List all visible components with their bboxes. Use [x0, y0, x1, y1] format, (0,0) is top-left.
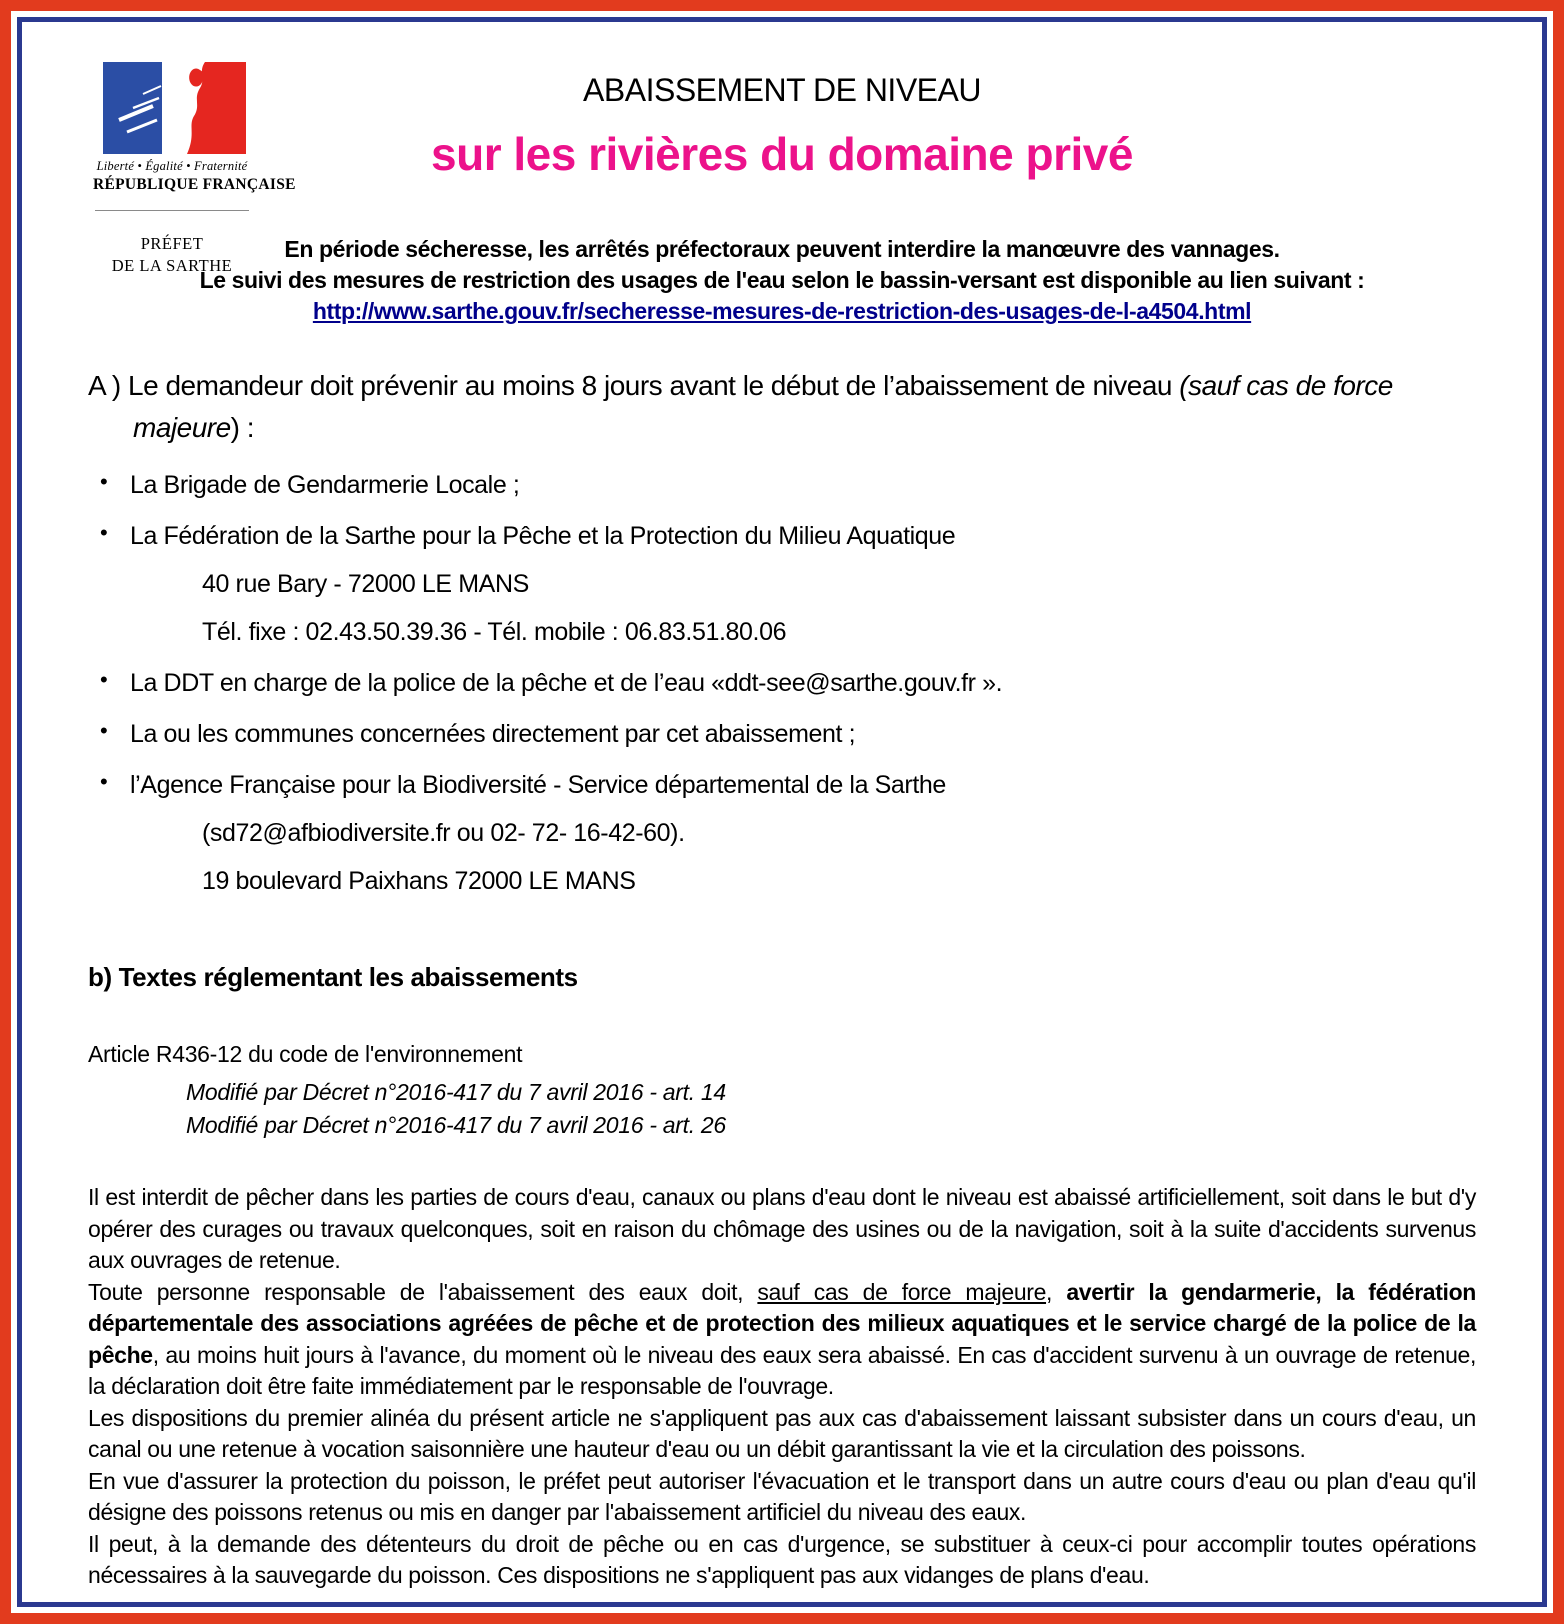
marianne-flag-icon: [93, 62, 251, 154]
list-item: [88, 667, 1476, 700]
bullet-icon: •: [100, 769, 108, 794]
logo-republique-francaise: RÉPUBLIQUE FRANÇAISE: [93, 176, 296, 193]
list-item-subline: (sd72@afbiodiversite.fr ou 02- 72- 16-42-60).: [202, 819, 685, 847]
bullet-icon: •: [100, 520, 108, 545]
logo-motto: Liberté • Égalité • Fraternité: [96, 159, 248, 173]
modification-line: Modifié par Décret n°2016-417 du 7 avril 2016 - art. 26: [186, 1112, 726, 1138]
modification-line: Modifié par Décret n°2016-417 du 7 avril 2016 - art. 14: [186, 1079, 726, 1105]
intro-line-1: En période sécheresse, les arrêtés préfectoraux peuvent interdire la manœuvre des vannages.: [284, 236, 1280, 262]
bullet-icon: •: [100, 469, 108, 494]
prefet-name: PRÉFET DE LA SARTHE: [111, 234, 233, 275]
article-paragraph: Il peut, à la demande des détenteurs du droit de pêche ou en cas d'urgence, se substituer à ceux-ci pour accomplir toutes opérations nécessaires à la sauvegarde du poisson. Ces dispositions ne s'appliquent pas aux vidanges de plans d'eau.: [88, 1530, 1476, 1588]
list-item-text: La Fédération de la Sarthe pour la Pêche et la Protection du Milieu Aquatique 40 rue Bary - 72000 LE MANS Tél. fixe : 02.43.50.39.36 - Tél. mobile : 06.83.51.80.06: [130, 520, 1476, 649]
list-item: [88, 469, 1476, 502]
republique-francaise-logo: [93, 62, 296, 277]
list-item-subline: Tél. fixe : 02.43.50.39.36 - Tél. mobile : 06.83.51.80.06: [202, 618, 787, 646]
list-item-text: La DDT en charge de la police de la pêche et de l’eau «ddt-see@sarthe.gouv.fr ».: [130, 669, 1003, 697]
list-item-subline: 19 boulevard Paixhans 72000 LE MANS: [202, 867, 636, 895]
article-modifications: [186, 1076, 1476, 1142]
page-subtitle: sur les rivières du domaine privé: [431, 128, 1133, 180]
intro-line-2: Le suivi des mesures de restriction des usages de l'eau selon le bassin-versant est disponible au lien suivant :: [199, 267, 1365, 293]
document-page: [22, 22, 1542, 1602]
contacts-bullet-list: [88, 469, 1476, 898]
article-paragraph: Les dispositions du premier alinéa du présent article ne s'appliquent pas aux cas d'abaissement laissant subsister dans un cours d'eau, un canal ou une retenue à vocation saisonnière une hauteur d'eau ou un débit garantissant la vie et la circulation des poissons.: [88, 1404, 1476, 1462]
secheresse-restrictions-link[interactable]: http://www.sarthe.gouv.fr/secheresse-mesures-de-restriction-des-usages-de-l-a4504.html: [312, 298, 1252, 324]
article-paragraph: Il est interdit de pêcher dans les parties de cours d'eau, canaux ou plans d'eau dont le niveau est abaissé artificiellement, soit dans le but d'y opérer des curages ou travaux quelconques, soit en raison du chômage des usines ou de la navigation, soit à la suite d'accidents survenus aux ouvrages de retenue.: [88, 1184, 1476, 1273]
bullet-icon: •: [100, 718, 108, 743]
article-paragraph: En vue d'assurer la protection du poisson, le préfet peut autoriser l'évacuation et le transport dans un autre cours d'eau ou plan d'eau qu'il désigne des poissons retenus ou mis en danger par l'abaissement artificiel du niveau des eaux.: [88, 1467, 1476, 1525]
list-item: [88, 769, 1476, 898]
section-a-heading: A ) Le demandeur doit prévenir au moins 8 jours avant le début de l’abaissement de niveau (sauf cas de force majeure) :: [88, 370, 1393, 443]
logo-divider: [95, 210, 249, 211]
list-item-subline: 40 rue Bary - 72000 LE MANS: [202, 570, 529, 598]
article-body: [88, 1182, 1476, 1592]
intro-block: [88, 234, 1476, 327]
list-item: [88, 520, 1476, 649]
page-title: ABAISSEMENT DE NIVEAU: [583, 72, 981, 108]
list-item-text: La Brigade de Gendarmerie Locale ;: [130, 471, 520, 499]
article-paragraph: Toute personne responsable de l'abaissement des eaux doit, sauf cas de force majeure, avertir la gendarmerie, la fédération départementale des associations agréées de pêche et de protection des milieux aquatiques et le service chargé de la police de la pêche, au moins huit jours à l'avance, du moment où le niveau des eaux sera abaissé. En cas d'accident survenu à un ouvrage de retenue, la déclaration doit être faite immédiatement par le responsable de l'ouvrage.: [88, 1278, 1476, 1399]
bullet-icon: •: [100, 667, 108, 692]
section-b-heading: b) Textes réglementant les abaissements: [88, 962, 578, 992]
article-reference: Article R436-12 du code de l'environnement: [88, 1041, 523, 1067]
list-item: [88, 718, 1476, 751]
list-item-text: La ou les communes concernées directement par cet abaissement ;: [130, 720, 856, 748]
list-item-text: l’Agence Française pour la Biodiversité - Service départemental de la Sarthe (sd72@afbiodiversite.fr ou 02- 72- 16-42-60). 19 boulevard Paixhans 72000 LE MANS: [130, 769, 1476, 898]
